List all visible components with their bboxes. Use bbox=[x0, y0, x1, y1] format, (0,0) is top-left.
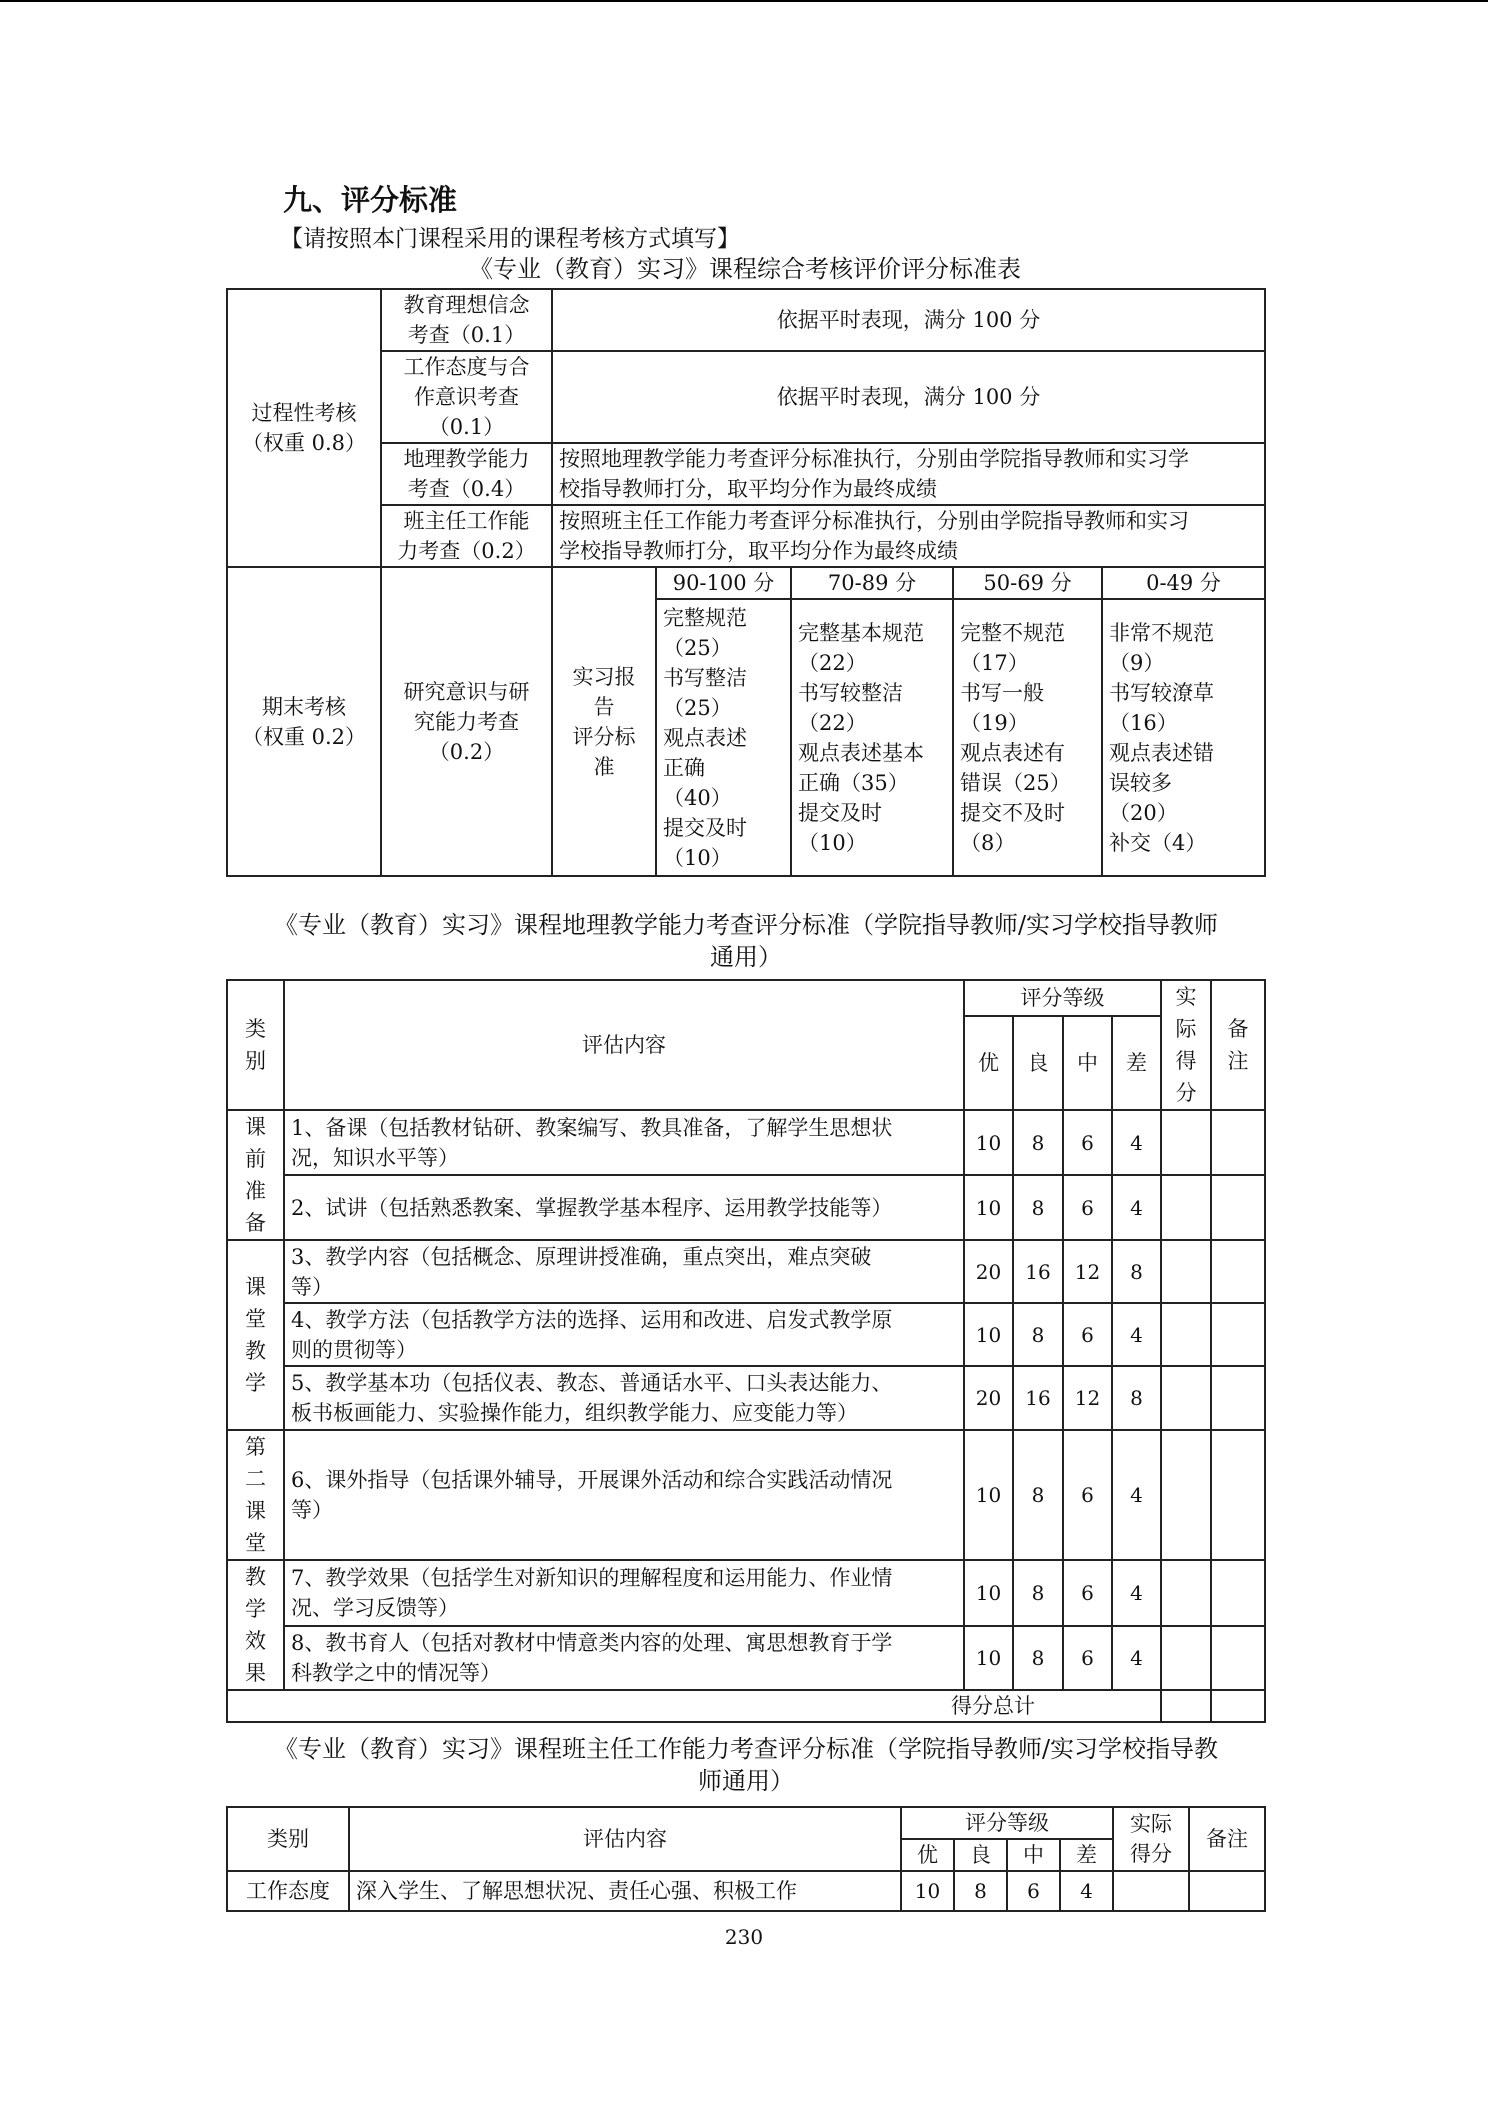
table-row bbox=[227, 1303, 1265, 1366]
actual-score-cell[interactable] bbox=[1161, 1110, 1211, 1175]
score-poor: 4 bbox=[1112, 1110, 1161, 1175]
remark-header: 备 注 bbox=[1211, 980, 1265, 1110]
header-row bbox=[227, 980, 1265, 1016]
grade-range-header: 0-49 分 bbox=[1102, 567, 1265, 599]
table-row bbox=[227, 1366, 1265, 1430]
table-row bbox=[227, 1626, 1265, 1691]
score-medium: 6 bbox=[1063, 1626, 1112, 1691]
actual-score-cell[interactable] bbox=[1113, 1871, 1189, 1911]
remark-cell[interactable] bbox=[1211, 1366, 1265, 1430]
score-medium: 12 bbox=[1063, 1366, 1112, 1430]
table2-title: 《专业（教育）实习》课程地理教学能力考查评分标准（学院指导教师/实习学校指导教师 通用） bbox=[273, 911, 1219, 971]
score-excellent: 20 bbox=[964, 1366, 1013, 1430]
score-poor: 4 bbox=[1112, 1175, 1161, 1240]
score-good: 8 bbox=[954, 1871, 1007, 1911]
process-row bbox=[227, 289, 1265, 351]
content-cell: 1、备课（包括教材钻研、教案编写、教具准备，了解学生思想状 况，知识水平等） bbox=[284, 1110, 964, 1175]
remark-cell[interactable] bbox=[1189, 1871, 1265, 1911]
score-medium: 12 bbox=[1063, 1240, 1112, 1303]
score-poor: 4 bbox=[1112, 1303, 1161, 1366]
score-good: 8 bbox=[1013, 1626, 1063, 1691]
total-row bbox=[227, 1690, 1265, 1722]
process-item-description: 按照地理教学能力考查评分标准执行，分别由学院指导教师和实习学 校指导教师打分，取平均分作为最终成绩 bbox=[552, 443, 1265, 505]
content-cell: 3、教学内容（包括概念、原理讲授准确，重点突出，难点突破 等） bbox=[284, 1240, 964, 1303]
table-row bbox=[227, 1430, 1265, 1560]
total-label: 得分总计 bbox=[227, 1690, 1161, 1722]
process-item-description: 依据平时表现，满分 100 分 bbox=[552, 289, 1265, 351]
head-teacher-ability-table bbox=[226, 1806, 1266, 1912]
content-cell: 7、教学效果（包括学生对新知识的理解程度和运用能力、作业情 况、学习反馈等） bbox=[284, 1560, 964, 1626]
grade-good-header: 良 bbox=[1013, 1016, 1063, 1110]
content-header: 评估内容 bbox=[284, 980, 964, 1110]
score-excellent: 10 bbox=[964, 1175, 1013, 1240]
score-medium: 6 bbox=[1007, 1871, 1060, 1911]
process-item: 工作态度与合 作意识考查 （0.1） bbox=[381, 351, 552, 443]
actual-score-cell[interactable] bbox=[1161, 1626, 1211, 1691]
content-cell: 5、教学基本功（包括仪表、教态、普通话水平、口头表达能力、 板书板画能力、实验操作能力，组织教学能力、应变能力等） bbox=[284, 1366, 964, 1430]
score-excellent: 10 bbox=[964, 1560, 1013, 1626]
actual-score-cell[interactable] bbox=[1161, 1366, 1211, 1430]
remark-cell[interactable] bbox=[1211, 1626, 1265, 1691]
remark-header: 备注 bbox=[1189, 1807, 1265, 1871]
final-item: 研究意识与研 究能力考查 （0.2） bbox=[381, 567, 552, 876]
category-cell: 课 堂 教 学 bbox=[227, 1240, 284, 1430]
score-excellent: 10 bbox=[964, 1626, 1013, 1691]
section-note: 【请按照本门课程采用的课程考核方式填写】 bbox=[280, 226, 740, 252]
remark-cell[interactable] bbox=[1211, 1110, 1265, 1175]
header-row bbox=[227, 1807, 1265, 1839]
actual-score-cell[interactable] bbox=[1161, 1175, 1211, 1240]
table1-title: 《专业（教育）实习》课程综合考核评价评分标准表 bbox=[469, 255, 1021, 283]
page-top-border bbox=[0, 0, 1488, 2]
total-actual-score-cell[interactable] bbox=[1161, 1690, 1211, 1722]
grade-medium-header: 中 bbox=[1063, 1016, 1112, 1110]
process-item-description: 按照班主任工作能力考查评分标准执行，分别由学院指导教师和实习 学校指导教师打分，取平均分作为最终成绩 bbox=[552, 505, 1265, 567]
remark-cell[interactable] bbox=[1211, 1175, 1265, 1240]
category-header: 类别 bbox=[227, 1807, 349, 1871]
section-heading: 九、评分标准 bbox=[283, 183, 458, 217]
grade-range-header: 50-69 分 bbox=[953, 567, 1102, 599]
grade-medium-header: 中 bbox=[1007, 1839, 1060, 1871]
grade-excellent-header: 优 bbox=[964, 1016, 1013, 1110]
score-excellent: 20 bbox=[964, 1240, 1013, 1303]
process-item: 教育理想信念 考查（0.1） bbox=[381, 289, 552, 351]
process-item-description: 依据平时表现，满分 100 分 bbox=[552, 351, 1265, 443]
grade-range-header: 70-89 分 bbox=[791, 567, 953, 599]
process-assessment-label: 过程性考核 （权重 0.8） bbox=[227, 289, 381, 567]
score-good: 16 bbox=[1013, 1240, 1063, 1303]
process-item: 班主任工作能 力考查（0.2） bbox=[381, 505, 552, 567]
content-cell: 8、教书育人（包括对教材中情意类内容的处理、寓思想教育于学 科教学之中的情况等） bbox=[284, 1626, 964, 1691]
content-cell: 4、教学方法（包括教学方法的选择、运用和改进、启发式教学原 则的贯彻等） bbox=[284, 1303, 964, 1366]
grade-criteria: 非常不规范 （9） 书写较潦草 （16） 观点表述错 误较多 （20） 补交（4） bbox=[1102, 599, 1265, 876]
content-cell: 6、课外指导（包括课外辅导，开展课外活动和综合实践活动情况 等） bbox=[284, 1430, 964, 1560]
remark-cell[interactable] bbox=[1211, 1560, 1265, 1626]
actual-score-header: 实际 得分 bbox=[1113, 1807, 1189, 1871]
table-row bbox=[227, 1240, 1265, 1303]
grade-criteria: 完整基本规范 （22） 书写较整洁 （22） 观点表述基本 正确（35） 提交及时 （10） bbox=[791, 599, 953, 876]
category-cell: 课 前 准 备 bbox=[227, 1110, 284, 1240]
final-grade-header-row bbox=[227, 567, 1265, 599]
grade-level-header: 评分等级 bbox=[901, 1807, 1113, 1839]
score-poor: 4 bbox=[1060, 1871, 1113, 1911]
process-item: 地理教学能力 考查（0.4） bbox=[381, 443, 552, 505]
grade-range-header: 90-100 分 bbox=[656, 567, 791, 599]
score-good: 8 bbox=[1013, 1110, 1063, 1175]
category-header: 类 别 bbox=[227, 980, 284, 1110]
actual-score-header: 实 际 得 分 bbox=[1161, 980, 1211, 1110]
table-row bbox=[227, 1110, 1265, 1175]
remark-cell[interactable] bbox=[1211, 1240, 1265, 1303]
table3-title: 《专业（教育）实习》课程班主任工作能力考查评分标准（学院指导教师/实习学校指导教 师通用） bbox=[273, 1735, 1219, 1795]
grade-level-header: 评分等级 bbox=[964, 980, 1161, 1016]
remark-cell[interactable] bbox=[1211, 1303, 1265, 1366]
category-cell: 教 学 效 果 bbox=[227, 1560, 284, 1690]
comprehensive-assessment-table bbox=[226, 288, 1266, 877]
content-cell: 2、试讲（包括熟悉教案、掌握教学基本程序、运用教学技能等） bbox=[284, 1175, 964, 1240]
score-medium: 6 bbox=[1063, 1560, 1112, 1626]
final-standard-label: 实习报 告 评分标 准 bbox=[552, 567, 656, 876]
process-row bbox=[227, 505, 1265, 567]
score-excellent: 10 bbox=[964, 1303, 1013, 1366]
grade-poor-header: 差 bbox=[1112, 1016, 1161, 1110]
page-number: 230 bbox=[724, 1925, 764, 1949]
score-poor: 8 bbox=[1112, 1366, 1161, 1430]
actual-score-cell[interactable] bbox=[1161, 1303, 1211, 1366]
table-row bbox=[227, 1560, 1265, 1626]
content-header: 评估内容 bbox=[349, 1807, 901, 1871]
table-row bbox=[227, 1871, 1265, 1911]
final-assessment-label: 期末考核 （权重 0.2） bbox=[227, 567, 381, 876]
score-poor: 4 bbox=[1112, 1626, 1161, 1691]
score-poor: 4 bbox=[1112, 1560, 1161, 1626]
actual-score-cell[interactable] bbox=[1161, 1560, 1211, 1626]
actual-score-cell[interactable] bbox=[1161, 1240, 1211, 1303]
grade-criteria: 完整规范 （25） 书写整洁 （25） 观点表述 正确 （40） 提交及时 （10） bbox=[656, 599, 791, 876]
score-good: 16 bbox=[1013, 1366, 1063, 1430]
score-poor: 4 bbox=[1112, 1430, 1161, 1560]
score-excellent: 10 bbox=[964, 1430, 1013, 1560]
grade-criteria: 完整不规范 （17） 书写一般 （19） 观点表述有 错误（25） 提交不及时 （8） bbox=[953, 599, 1102, 876]
score-good: 8 bbox=[1013, 1175, 1063, 1240]
score-good: 8 bbox=[1013, 1430, 1063, 1560]
grade-poor-header: 差 bbox=[1060, 1839, 1113, 1871]
score-medium: 6 bbox=[1063, 1110, 1112, 1175]
total-remark-cell[interactable] bbox=[1211, 1690, 1265, 1722]
category-cell: 第 二 课 堂 bbox=[227, 1430, 284, 1560]
table-row bbox=[227, 1175, 1265, 1240]
score-medium: 6 bbox=[1063, 1303, 1112, 1366]
process-row bbox=[227, 351, 1265, 443]
score-excellent: 10 bbox=[901, 1871, 954, 1911]
score-excellent: 10 bbox=[964, 1110, 1013, 1175]
score-medium: 6 bbox=[1063, 1430, 1112, 1560]
grade-good-header: 良 bbox=[954, 1839, 1007, 1871]
score-medium: 6 bbox=[1063, 1175, 1112, 1240]
score-poor: 8 bbox=[1112, 1240, 1161, 1303]
score-good: 8 bbox=[1013, 1560, 1063, 1626]
grade-excellent-header: 优 bbox=[901, 1839, 954, 1871]
remark-cell[interactable] bbox=[1211, 1430, 1265, 1560]
content-cell: 深入学生、了解思想状况、责任心强、积极工作 bbox=[349, 1871, 901, 1911]
score-good: 8 bbox=[1013, 1303, 1063, 1366]
teaching-ability-table bbox=[226, 979, 1266, 1723]
actual-score-cell[interactable] bbox=[1161, 1430, 1211, 1560]
process-row bbox=[227, 443, 1265, 505]
category-cell: 工作态度 bbox=[227, 1871, 349, 1911]
